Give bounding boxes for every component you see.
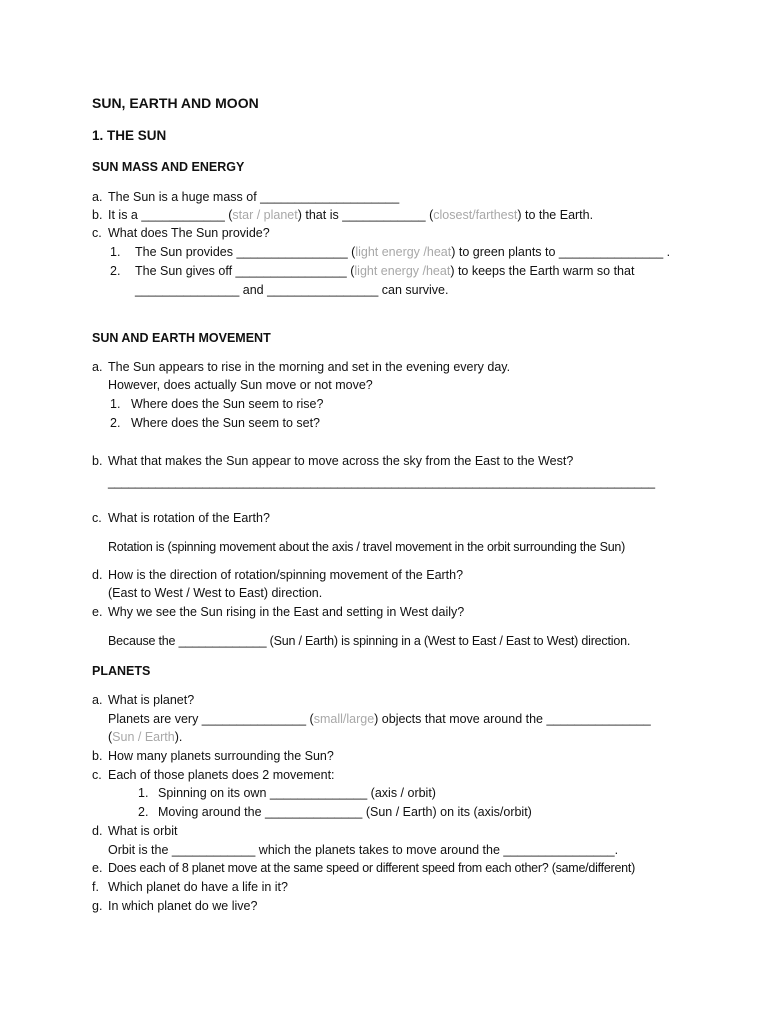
question-text: In which planet do we live? xyxy=(108,899,258,913)
text-segment: ( xyxy=(108,730,113,744)
hint-text: light energy /heat xyxy=(355,245,452,259)
question-text: Spinning on its own ______________ (axis / orbit) xyxy=(158,786,436,800)
text-segment: It is a ____________ ( xyxy=(108,208,233,222)
list-marker: d. xyxy=(92,824,103,838)
list-marker: 1. xyxy=(110,245,121,259)
question-text: Does each of 8 planet move at the same speed or different speed from each other? (same/different) xyxy=(108,861,635,875)
question-text: Why we see the Sun rising in the East and setting in West daily? xyxy=(108,605,465,619)
question-text: The Sun appears to rise in the morning and set in the evening every day. xyxy=(108,360,511,374)
text-segment: ) to green plants to _______________ . xyxy=(451,245,671,259)
text-segment: The Sun gives off ________________ ( xyxy=(135,264,355,278)
question-text: What is planet? xyxy=(108,693,195,707)
question-text-continuation: (East to West / West to East) direction. xyxy=(108,586,323,600)
list-marker: d. xyxy=(92,568,103,582)
list-marker: b. xyxy=(92,749,103,763)
list-marker: 1. xyxy=(138,786,149,800)
question-text: Where does the Sun seem to rise? xyxy=(131,397,324,411)
text-segment: The Sun provides ________________ ( xyxy=(135,245,356,259)
text-segment: ) to keeps the Earth warm so that xyxy=(450,264,635,278)
list-marker: b. xyxy=(92,454,103,468)
answer-text xyxy=(108,711,651,727)
question-text: Which planet do have a life in it? xyxy=(108,880,288,894)
list-marker: a. xyxy=(92,360,103,374)
document-title: SUN, EARTH AND MOON xyxy=(92,95,259,111)
question-text xyxy=(135,244,670,260)
answer-text-continuation xyxy=(108,729,182,745)
section-heading-the-sun: 1. THE SUN xyxy=(92,128,167,143)
question-text xyxy=(108,207,593,223)
list-marker: 2. xyxy=(110,416,121,430)
answer-text: Rotation is (spinning movement about the axis / travel movement in the orbit surrounding the Sun) xyxy=(108,540,626,554)
list-marker: c. xyxy=(92,511,102,525)
text-segment: ). xyxy=(174,730,183,744)
question-text-continuation: However, does actually Sun move or not move? xyxy=(108,378,373,392)
hint-text: Sun / Earth xyxy=(112,730,175,744)
question-text: What does The Sun provide? xyxy=(108,226,270,240)
question-text: What is orbit xyxy=(108,824,178,838)
hint-text: closest/farthest xyxy=(433,208,518,222)
question-text: Moving around the ______________ (Sun / Earth) on its (axis/orbit) xyxy=(158,805,532,819)
answer-line: _________________________________________________________________________________ xyxy=(108,475,655,489)
list-marker: 2. xyxy=(138,805,149,819)
text-segment: Planets are very _______________ ( xyxy=(108,712,314,726)
subheading-planets: PLANETS xyxy=(92,664,151,678)
list-marker: b. xyxy=(92,208,103,222)
list-marker: f. xyxy=(92,880,99,894)
question-text: How many planets surrounding the Sun? xyxy=(108,749,334,763)
question-text: The Sun is a huge mass of ____________________ xyxy=(108,190,400,204)
question-text: How is the direction of rotation/spinning movement of the Earth? xyxy=(108,568,464,582)
subheading-sun-earth-movement: SUN AND EARTH MOVEMENT xyxy=(92,331,271,345)
list-marker: 1. xyxy=(110,397,121,411)
question-text: Each of those planets does 2 movement: xyxy=(108,768,335,782)
list-marker: 2. xyxy=(110,264,121,278)
question-text: Where does the Sun seem to set? xyxy=(131,416,320,430)
text-segment: ) to the Earth. xyxy=(517,208,594,222)
question-text xyxy=(135,263,634,279)
hint-text: star / planet xyxy=(232,208,298,222)
question-text: What that makes the Sun appear to move across the sky from the East to the West? xyxy=(108,454,574,468)
list-marker: e. xyxy=(92,861,103,875)
question-text: What is rotation of the Earth? xyxy=(108,511,270,525)
list-marker: c. xyxy=(92,226,102,240)
answer-text: Because the _____________ (Sun / Earth) is spinning in a (West to East / East to West) direction. xyxy=(108,634,631,648)
answer-text: Orbit is the ____________ which the planets takes to move around the ________________. xyxy=(108,843,619,857)
list-marker: c. xyxy=(92,768,102,782)
subheading-sun-mass-energy: SUN MASS AND ENERGY xyxy=(92,160,245,174)
hint-text: light energy /heat xyxy=(354,264,451,278)
list-marker: a. xyxy=(92,190,103,204)
list-marker: a. xyxy=(92,693,103,707)
text-segment: ) objects that move around the _______________ xyxy=(374,712,651,726)
list-marker: e. xyxy=(92,605,103,619)
question-text-continuation: _______________ and ________________ can survive. xyxy=(135,283,449,297)
text-segment: ) that is ____________ ( xyxy=(297,208,434,222)
hint-text: small/large xyxy=(313,712,375,726)
list-marker: g. xyxy=(92,899,103,913)
